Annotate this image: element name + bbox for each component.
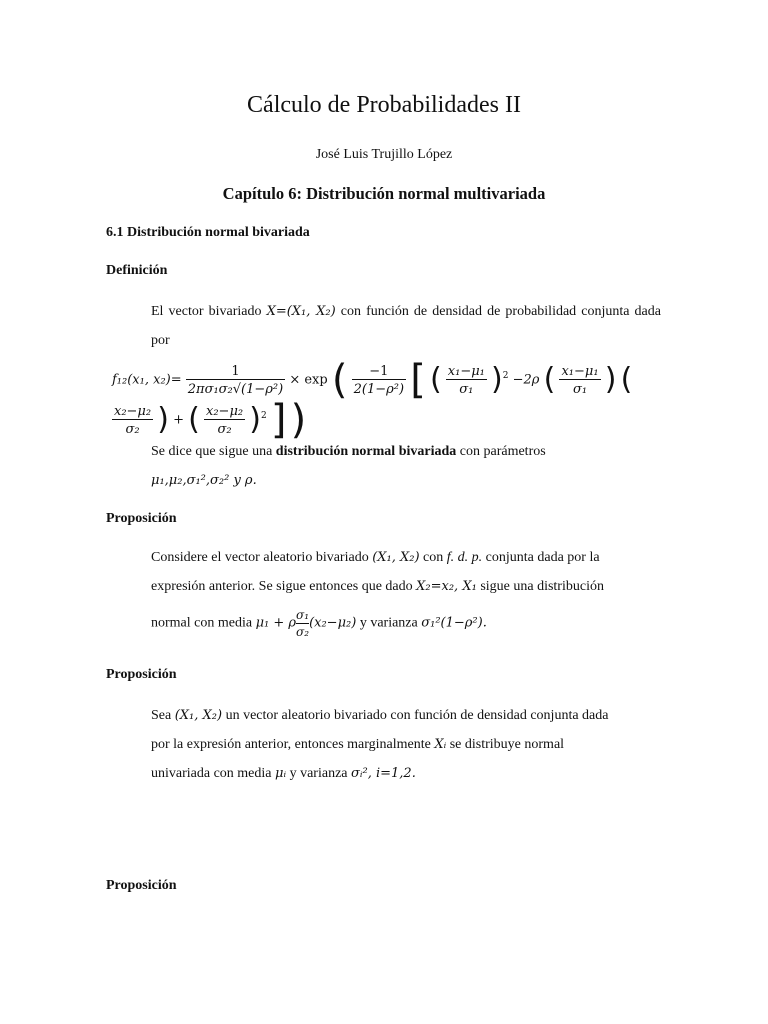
marginal-variance: σᵢ², i=1,2.: [351, 766, 416, 781]
density-formula: [112, 357, 664, 443]
definition-paragraph-2: [151, 437, 661, 495]
definition-heading: Definición: [106, 263, 168, 278]
section-heading: 6.1 Distribución normal bivariada: [106, 225, 310, 240]
standardized-term-3: [112, 404, 153, 437]
proposition-2-paragraph: [151, 701, 661, 788]
text-span: Se dice que sigue una: [151, 444, 276, 459]
text-span: univariada con media: [151, 766, 276, 781]
parameters-list: μ₁,μ₂,σ₁²,σ₂² y ρ.: [151, 473, 257, 488]
fraction-numerator: 1: [231, 363, 240, 379]
standardized-term-1: [446, 364, 487, 397]
math-condition: X₂=x₂,: [416, 579, 459, 594]
fraction-numerator: x₁−μ₁: [447, 363, 485, 379]
text-span: normal con media: [151, 615, 256, 631]
conditional-variance: σ₁²(1−ρ²).: [421, 615, 487, 631]
paren-close: ): [290, 397, 307, 443]
text-span: expresión anterior. Se sigue entonces que dado: [151, 579, 417, 594]
fraction-numerator: x₂−μ₂: [114, 403, 152, 419]
exponent: 2: [260, 411, 267, 422]
paren-open: (: [331, 357, 348, 403]
normalizing-fraction: [186, 364, 285, 397]
fraction-numerator: x₂−μ₂: [206, 403, 244, 419]
text-span: con función de densidad de probabilidad conjunta dada por: [151, 304, 661, 348]
text-span: Sea: [151, 708, 175, 723]
proposition-3-heading: Proposición: [106, 878, 177, 893]
text-span: conjunta dada por la: [482, 550, 600, 565]
paren-close: ): [157, 402, 169, 437]
bracket-close: ]: [270, 397, 287, 443]
proposition-1-paragraph: [151, 543, 661, 640]
times-exp: × exp: [289, 372, 328, 388]
math-vector: (X₁, X₂): [372, 550, 420, 565]
conditional-mean: μ₁ + ρ: [255, 615, 297, 631]
formula-lhs: f₁₂(x₁, x₂)=: [112, 372, 182, 388]
math-vector: (X₁, X₂): [174, 708, 223, 723]
document-title: Cálculo de Probabilidades II: [247, 92, 521, 118]
fraction-denominator: σ₂: [296, 625, 310, 639]
standardized-term-2: [559, 364, 600, 397]
text-span: con parámetros: [456, 444, 546, 459]
sigma-ratio: [296, 607, 309, 640]
fraction-numerator: x₁−μ₁: [561, 363, 599, 379]
text-span: se distribuye normal: [446, 737, 565, 752]
fraction-numerator: −1: [369, 363, 389, 379]
marginal-mean: μᵢ: [275, 766, 287, 781]
exponent-fraction: [352, 364, 406, 397]
math-variable: X₁: [458, 579, 477, 594]
fraction-numerator: σ₁: [296, 608, 310, 622]
definition-paragraph-1: [151, 297, 661, 355]
fraction-denominator: σ₁: [446, 379, 487, 397]
fraction-denominator: σ₁: [559, 379, 600, 397]
text-span: y varianza: [286, 766, 352, 781]
exponent: 2: [502, 371, 509, 382]
text-span: y varianza: [356, 615, 422, 631]
conditional-mean-term: (x₂−μ₂): [309, 615, 357, 631]
text-span: un vector aleatorio bivariado con función de densidad conjunta dada: [222, 708, 609, 723]
paren-close: ): [604, 362, 617, 397]
text-span: con: [419, 550, 447, 565]
proposition-2-heading: Proposición: [106, 667, 177, 682]
math-variable: Xᵢ: [434, 737, 447, 752]
paren-open: (: [543, 362, 556, 397]
text-span: El vector bivariado: [151, 304, 267, 319]
document-author: José Luis Trujillo López: [315, 147, 453, 162]
plus-sign: +: [173, 412, 185, 428]
fraction-denominator: σ₂: [204, 419, 245, 437]
fraction-denominator: σ₂: [112, 419, 153, 437]
fdp-abbrev: f. d. p.: [446, 550, 483, 565]
fraction-denominator: 2(1−ρ²): [352, 379, 406, 397]
bracket-open: [: [410, 357, 426, 403]
text-span: sigue una distribución: [476, 579, 604, 594]
text-span: por la expresión anterior, entonces marginalmente: [151, 737, 435, 752]
cross-term-coefficient: −2ρ: [512, 372, 540, 388]
standardized-term-4: [204, 404, 245, 437]
fraction-denominator: 2πσ₁σ₂√(1−ρ²): [186, 379, 285, 397]
bold-term: distribución normal bivariada: [275, 444, 457, 459]
paren-open: (: [429, 362, 442, 397]
proposition-1-heading: Proposición: [106, 511, 177, 526]
paren-close: ): [491, 362, 503, 397]
paren-close: ): [249, 402, 261, 437]
paren-open: (: [188, 402, 200, 437]
chapter-heading: Capítulo 6: Distribución normal multivariada: [222, 184, 546, 203]
paren-open: (: [620, 362, 633, 397]
line-wrapper: [151, 607, 487, 640]
text-span: Considere el vector aleatorio bivariado: [151, 550, 373, 565]
math-vector: X=(X₁, X₂): [266, 304, 336, 319]
